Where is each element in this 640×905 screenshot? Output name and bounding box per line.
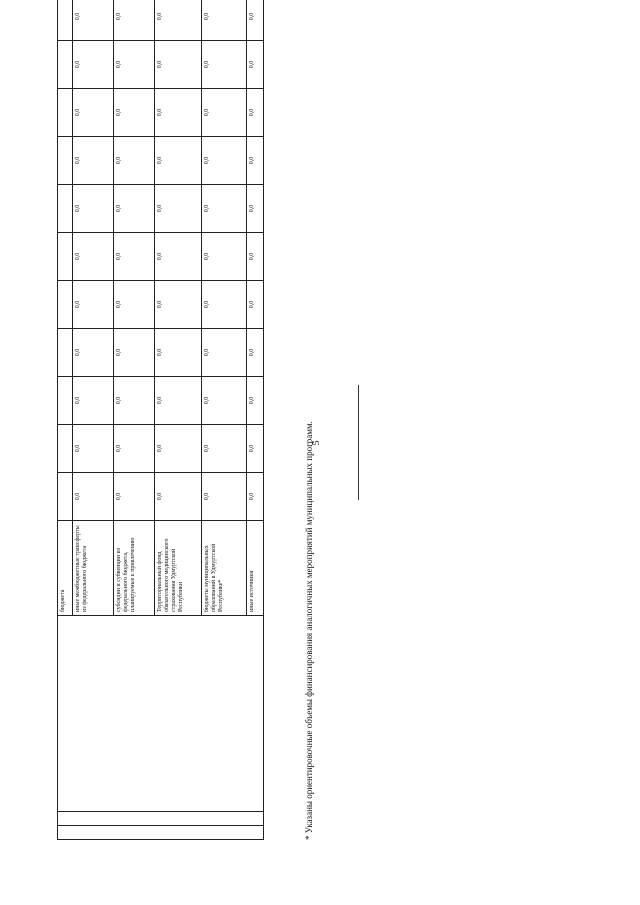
- value-cell: 0,0: [73, 281, 114, 329]
- value-cell: 0,0: [114, 185, 155, 233]
- value-cell: [58, 41, 73, 89]
- value-cell: [58, 137, 73, 185]
- funding-source-cell: субсидии и субвенции из федерального бюджета, планируемые к привлечению: [114, 521, 155, 616]
- value-cell: [58, 233, 73, 281]
- value-cell: 0,0: [202, 377, 247, 425]
- value-cell: [58, 473, 73, 521]
- value-cell: 0,0: [73, 377, 114, 425]
- value-cell: 0,0: [247, 185, 264, 233]
- value-cell: 0,0: [73, 137, 114, 185]
- value-cell: 0,0: [73, 473, 114, 521]
- value-cell: 0,0: [202, 0, 247, 41]
- value-cell: 0,0: [202, 281, 247, 329]
- value-cell: 0,0: [114, 425, 155, 473]
- footnote: * Указаны ориентировочные объемы финансирования аналогичных мероприятий муниципальных программ.: [304, 421, 314, 840]
- funding-source-cell: бюджета: [58, 521, 73, 616]
- value-cell: 0,0: [73, 89, 114, 137]
- value-cell: 0,0: [202, 89, 247, 137]
- value-cell: [58, 89, 73, 137]
- value-cell: 0,0: [155, 281, 202, 329]
- value-cell: [58, 185, 73, 233]
- value-cell: 0,0: [247, 473, 264, 521]
- funding-source-cell: бюджеты муниципальных образований в Удмуртской Республике*: [202, 521, 247, 616]
- value-cell: 0,0: [247, 233, 264, 281]
- value-cell: 0,0: [247, 281, 264, 329]
- value-cell: [58, 329, 73, 377]
- page-number: 5: [311, 440, 322, 446]
- value-cell: 0,0: [114, 281, 155, 329]
- value-cell: 0,0: [247, 0, 264, 41]
- value-cell: 0,0: [202, 233, 247, 281]
- value-cell: 0,0: [155, 377, 202, 425]
- funding-source-cell: Территориальный фонд обязательного медицинского страхования Удмуртской Республики: [155, 521, 202, 616]
- value-cell: 0,0: [202, 137, 247, 185]
- value-cell: 0,0: [247, 377, 264, 425]
- value-cell: 0,0: [155, 329, 202, 377]
- value-cell: 0,0: [155, 425, 202, 473]
- value-cell: 0,0: [247, 89, 264, 137]
- value-cell: 0,0: [73, 0, 114, 41]
- value-cell: 0,0: [73, 425, 114, 473]
- value-cell: 0,0: [247, 425, 264, 473]
- value-cell: 0,0: [155, 233, 202, 281]
- code-cell: [58, 812, 264, 826]
- value-cell: 0,0: [114, 89, 155, 137]
- value-cell: 0,0: [114, 137, 155, 185]
- program-name-cell: [58, 616, 264, 812]
- funding-source-cell: иные источники: [247, 521, 264, 616]
- value-cell: 0,0: [73, 233, 114, 281]
- value-cell: 0,0: [202, 425, 247, 473]
- value-cell: 0,0: [155, 41, 202, 89]
- table-row: [58, 0, 73, 840]
- value-cell: 0,0: [114, 41, 155, 89]
- value-cell: [58, 281, 73, 329]
- value-cell: 0,0: [202, 185, 247, 233]
- value-cell: 0,0: [114, 329, 155, 377]
- value-cell: 0,0: [114, 377, 155, 425]
- code-cell: [58, 826, 264, 840]
- value-cell: [58, 0, 73, 41]
- value-cell: 0,0: [114, 233, 155, 281]
- value-cell: 0,0: [114, 473, 155, 521]
- value-cell: 0,0: [155, 89, 202, 137]
- value-cell: 0,0: [202, 41, 247, 89]
- value-cell: 0,0: [155, 0, 202, 41]
- value-cell: 0,0: [247, 329, 264, 377]
- value-cell: 0,0: [247, 137, 264, 185]
- value-cell: 0,0: [202, 473, 247, 521]
- value-cell: 0,0: [155, 473, 202, 521]
- value-cell: 0,0: [73, 41, 114, 89]
- budget-sheet: [57, 12, 314, 840]
- funding-source-cell: иные межбюджетные трансферты из федерального бюджета: [73, 521, 114, 616]
- budget-table: [57, 0, 264, 840]
- value-cell: 0,0: [202, 329, 247, 377]
- value-cell: 0,0: [114, 0, 155, 41]
- value-cell: [58, 425, 73, 473]
- value-cell: 0,0: [155, 185, 202, 233]
- value-cell: [58, 377, 73, 425]
- rotated-content: [57, 12, 314, 840]
- value-cell: 0,0: [73, 185, 114, 233]
- value-cell: 0,0: [247, 41, 264, 89]
- value-cell: 0,0: [155, 137, 202, 185]
- value-cell: 0,0: [73, 329, 114, 377]
- separator-line: [358, 385, 359, 500]
